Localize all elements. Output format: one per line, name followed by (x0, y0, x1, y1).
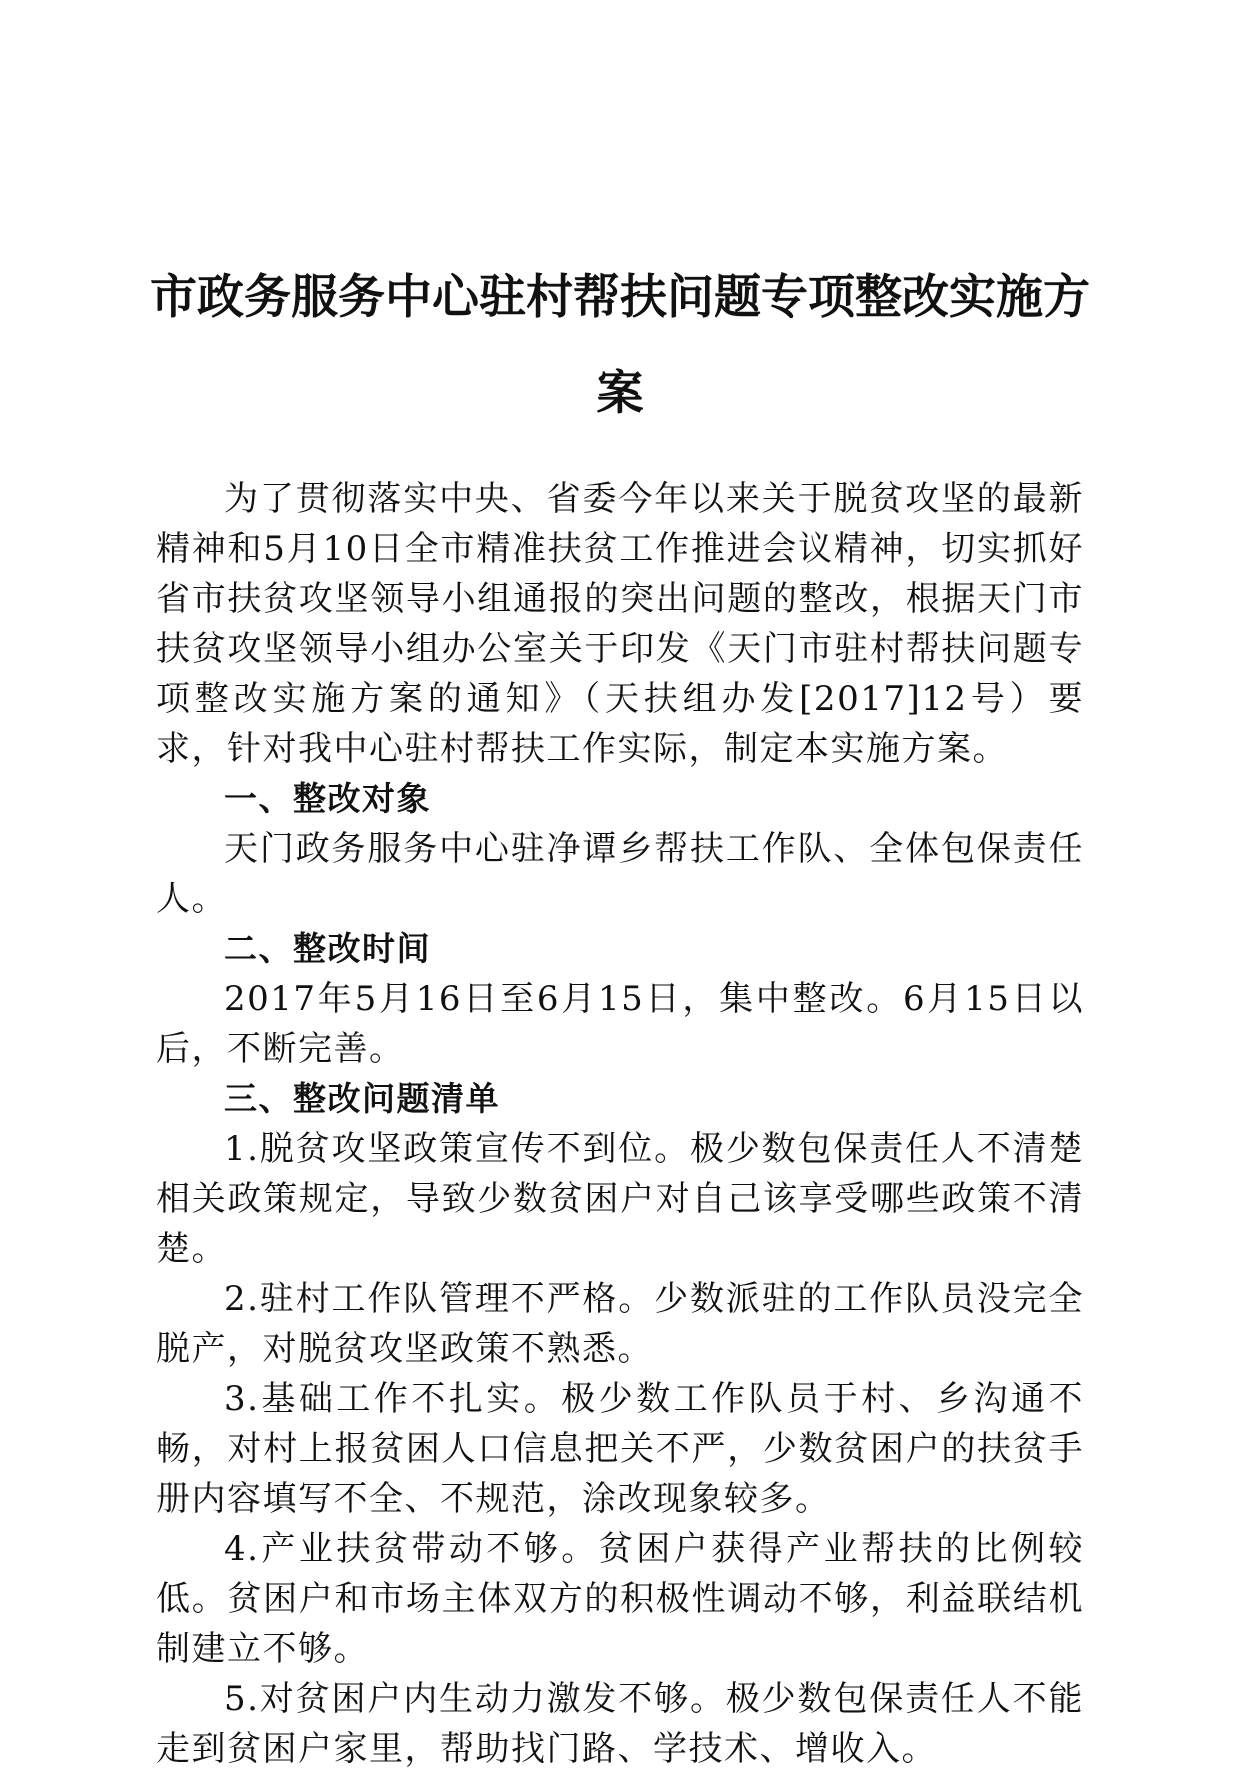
issue-item-2: 2.驻村工作队管理不严格。少数派驻的工作队员没完全脱产，对脱贫攻坚政策不熟悉。 (156, 1279, 1084, 1369)
issue-item-1: 1.脱贫攻坚政策宣传不到位。极少数包保责任人不清楚相关政策规定，导致少数贫困户对自己该享受哪些政策不清楚。 (156, 1129, 1084, 1269)
issue-item-3: 3.基础工作不扎实。极少数工作队员于村、乡沟通不畅，对村上报贫困人口信息把关不严，少数贫困户的扶贫手册内容填写不全、不规范，涂改现象较多。 (156, 1379, 1084, 1519)
intro-paragraph: 为了贯彻落实中央、省委今年以来关于脱贫攻坚的最新精神和5月10日全市精准扶贫工作推进会议精神，切实抓好省市扶贫攻坚领导小组通报的突出问题的整改，根据天门市扶贫攻坚领导小组办公室关于印发《天门市驻村帮扶问题专项整改实施方案的通知》（天扶组办发[2017]12号）要求，针对我中心驻村帮扶工作实际，制定本实施方案。 (156, 479, 1084, 769)
document-title: 市政务服务中心驻村帮扶问题专项整改实施方案 (150, 270, 1090, 421)
section-paragraph: 2017年5月16日至6月15日，集中整改。6月15日以后，不断完善。 (156, 979, 1084, 1069)
section-heading-targets: 一、整改对象 (224, 779, 431, 818)
section-heading-timeline: 二、整改时间 (224, 929, 431, 968)
issue-item-5: 5.对贫困户内生动力激发不够。极少数包保责任人不能走到贫困户家里，帮助找门路、学技术、增收入。 (156, 1679, 1084, 1769)
issue-item-4: 4.产业扶贫带动不够。贫困户获得产业帮扶的比例较低。贫困户和市场主体双方的积极性调动不够，利益联结机制建立不够。 (156, 1529, 1084, 1669)
document-body (156, 474, 1084, 1774)
section-paragraph: 天门政务服务中心驻净谭乡帮扶工作队、全体包保责任人。 (156, 829, 1084, 919)
section-heading-issue-list: 三、整改问题清单 (224, 1079, 500, 1118)
